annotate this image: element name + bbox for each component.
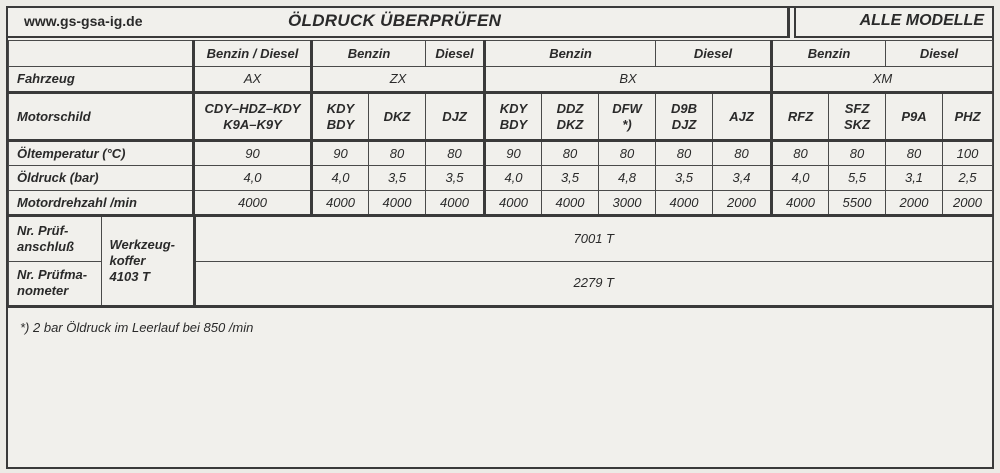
value-cell: 3,5 [542, 166, 599, 191]
value-cell: 3,1 [886, 166, 943, 191]
page-title: ÖLDRUCK ÜBERPRÜFEN [288, 11, 502, 30]
vehicle-cell: BX [485, 67, 772, 93]
engine-cell: DFW *) [599, 93, 656, 141]
value-cell: 80 [829, 141, 886, 166]
row-label: Motorschild [9, 93, 194, 141]
vehicle-cell: ZX [312, 67, 485, 93]
row-label: Öltemperatur (°C) [9, 141, 194, 166]
row-label: Motordrehzahl /min [9, 191, 194, 216]
engine-cell: P9A [886, 93, 943, 141]
fuel-cell: Diesel [886, 41, 993, 67]
value-cell: 80 [713, 141, 772, 166]
empty-cell [9, 41, 194, 67]
engine-cell: KDY BDY [312, 93, 369, 141]
engine-cell: DJZ [426, 93, 485, 141]
tool-row [9, 216, 993, 307]
engine-cell: RFZ [772, 93, 829, 141]
row-label: Öldruck (bar) [9, 166, 194, 191]
engine-cell: KDY BDY [485, 93, 542, 141]
tool-table [9, 217, 992, 305]
models-box [794, 8, 992, 38]
tool-block [9, 216, 993, 307]
value-cell: 4,0 [312, 166, 369, 191]
value-cell: 4000 [485, 191, 542, 216]
value-cell: 80 [656, 141, 713, 166]
value-cell: 2000 [886, 191, 943, 216]
engine-cell: D9B DJZ [656, 93, 713, 141]
value-cell: 2,5 [943, 166, 993, 191]
value-cell: 4,0 [772, 166, 829, 191]
engine-cell: DKZ [369, 93, 426, 141]
engine-cell: CDY–HDZ–KDY K9A–K9Y [194, 93, 312, 141]
value-cell: 5,5 [829, 166, 886, 191]
oil-pressure-sheet [6, 6, 994, 469]
fuel-cell: Benzin [485, 41, 656, 67]
fuel-cell: Benzin [772, 41, 886, 67]
data-row [9, 166, 993, 191]
data-row [9, 191, 993, 216]
fuel-cell: Diesel [656, 41, 772, 67]
value-cell: 4000 [656, 191, 713, 216]
oil-pressure-table [8, 40, 993, 308]
value-cell: 4000 [426, 191, 485, 216]
row-label: Fahrzeug [9, 67, 194, 93]
value-cell: 3,5 [426, 166, 485, 191]
value-cell: 4,8 [599, 166, 656, 191]
test-port-label: Nr. Prüf- anschluß [9, 217, 101, 261]
fuel-cell: Benzin / Diesel [194, 41, 312, 67]
vehicle-cell: AX [194, 67, 312, 93]
engine-cell: PHZ [943, 93, 993, 141]
value-cell: 3,4 [713, 166, 772, 191]
value-cell: 3000 [599, 191, 656, 216]
value-cell: 80 [369, 141, 426, 166]
value-cell: 3,5 [656, 166, 713, 191]
value-cell: 4,0 [485, 166, 542, 191]
tool-case-label: Werkzeug- koffer 4103 T [101, 217, 194, 305]
value-cell: 4000 [542, 191, 599, 216]
value-cell: 80 [886, 141, 943, 166]
value-cell: 80 [542, 141, 599, 166]
value-cell: 80 [426, 141, 485, 166]
test-port-value: 7001 T [194, 217, 992, 261]
value-cell: 80 [772, 141, 829, 166]
vehicle-cell: XM [772, 67, 993, 93]
fuel-cell: Diesel [426, 41, 485, 67]
value-cell: 4000 [312, 191, 369, 216]
fuel-type-row [9, 41, 993, 67]
data-row [9, 141, 993, 166]
value-cell: 3,5 [369, 166, 426, 191]
engine-cell: AJZ [713, 93, 772, 141]
value-cell: 100 [943, 141, 993, 166]
fuel-cell: Benzin [312, 41, 426, 67]
models-label: ALLE MODELLE [859, 12, 984, 29]
footnote: *) 2 bar Öldruck im Leerlauf bei 850 /min [20, 320, 254, 335]
vehicle-row [9, 67, 993, 93]
value-cell: 2000 [713, 191, 772, 216]
value-cell: 4000 [369, 191, 426, 216]
engine-cell: SFZ SKZ [829, 93, 886, 141]
value-cell: 4000 [772, 191, 829, 216]
header-bar [8, 8, 790, 38]
value-cell: 2000 [943, 191, 993, 216]
manometer-label: Nr. Prüfma- nometer [9, 261, 101, 305]
value-cell: 80 [599, 141, 656, 166]
value-cell: 5500 [829, 191, 886, 216]
value-cell: 4000 [194, 191, 312, 216]
engine-row [9, 93, 993, 141]
value-cell: 90 [485, 141, 542, 166]
value-cell: 4,0 [194, 166, 312, 191]
engine-cell: DDZ DKZ [542, 93, 599, 141]
website-url: www.gs-gsa-ig.de [24, 13, 143, 29]
manometer-value: 2279 T [194, 261, 992, 305]
value-cell: 90 [312, 141, 369, 166]
value-cell: 90 [194, 141, 312, 166]
